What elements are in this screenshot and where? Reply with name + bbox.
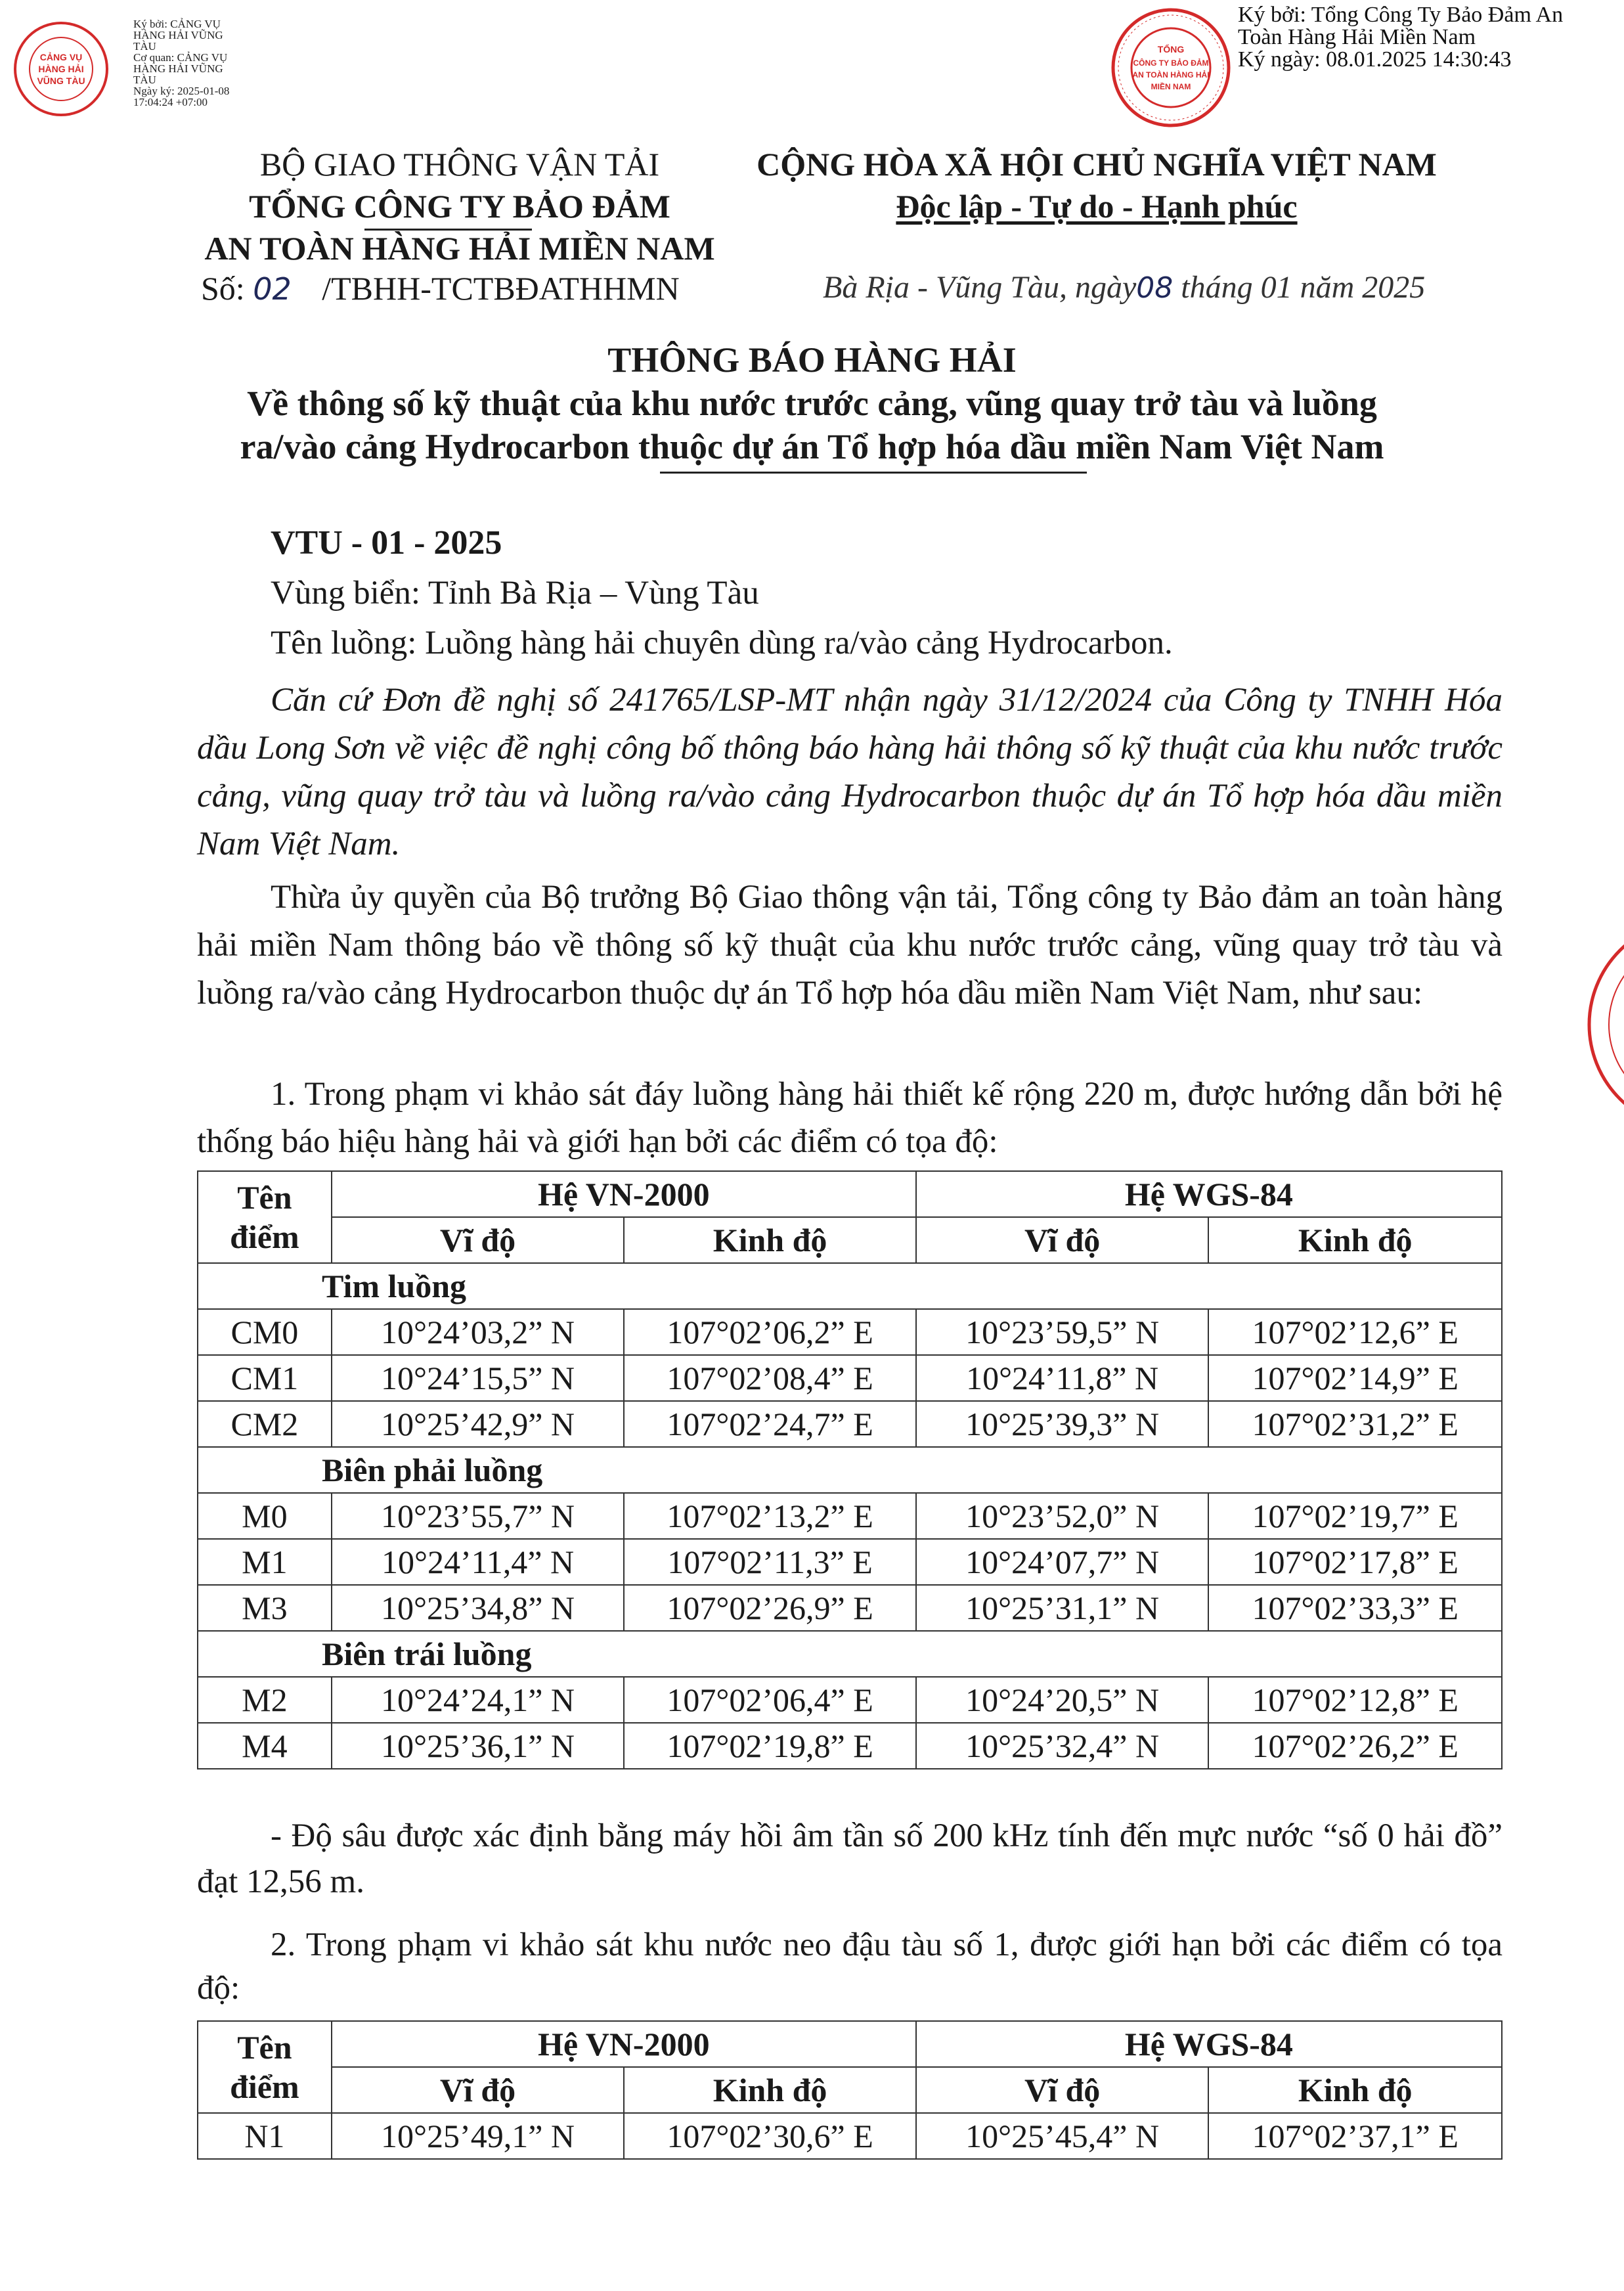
sig-left-line: TÀU — [133, 74, 156, 86]
sig-left-line: Cơ quan: CẢNG VỤ — [133, 51, 228, 64]
wgs84-lon-cell: 107°02’12,8” E — [1208, 1677, 1502, 1723]
vn2000-lon-cell: 107°02’30,6” E — [624, 2113, 916, 2159]
wgs84-lat-cell: 10°24’07,7” N — [916, 1539, 1209, 1585]
wgs84-lat-cell: 10°25’31,1” N — [916, 1585, 1209, 1631]
sig-left-line: 17:04:24 +07:00 — [133, 96, 208, 108]
header-vn2000-lat: Vĩ độ — [332, 2067, 625, 2113]
stamp-left-seal — [12, 20, 110, 118]
vn2000-lat-cell: 10°23’55,7” N — [332, 1493, 625, 1539]
header-vn2000-lon: Kinh độ — [624, 2067, 916, 2113]
stamp-left-line3: VŨNG TÀU — [37, 76, 85, 86]
wgs84-lon-cell: 107°02’26,2” E — [1208, 1723, 1502, 1769]
vn2000-lat-cell: 10°25’34,8” N — [332, 1585, 625, 1631]
vn2000-lat-cell: 10°25’49,1” N — [332, 2113, 625, 2159]
title-main: THÔNG BÁO HÀNG HẢI — [607, 340, 1017, 380]
vn2000-lon-cell: 107°02’11,3” E — [624, 1539, 916, 1585]
point-name-cell: M3 — [198, 1585, 332, 1631]
item-2-text: 2. Trong phạm vi khảo sát khu nước neo đậu tàu số 1, được giới hạn bởi các điểm có tọa độ: — [197, 1926, 1503, 2007]
group-row — [198, 1631, 1502, 1677]
header-point-name: Tên điểm — [198, 1171, 332, 1263]
sig-left-line: Ký bởi: CẢNG VỤ — [133, 18, 221, 30]
coordinates-table-1 — [197, 1170, 1503, 1769]
sig-right-line2: Toàn Hàng Hải Miền Nam — [1238, 25, 1476, 49]
vn2000-lon-cell: 107°02’13,2” E — [624, 1493, 916, 1539]
title-sub-line2: ra/vào cảng Hydrocarbon thuộc dự án Tổ hợp hóa dầu miền Nam Việt Nam — [240, 427, 1384, 466]
header-wgs84-lon: Kinh độ — [1208, 2067, 1502, 2113]
header-vn2000: Hệ VN-2000 — [332, 2021, 916, 2067]
org-name-line1: TỔNG CÔNG TY BẢO ĐẢM — [249, 188, 670, 225]
header-vn2000-lon: Kinh độ — [624, 1217, 916, 1263]
table-row — [198, 1493, 1502, 1539]
table-row — [198, 1585, 1502, 1631]
sea-region: Vùng biển: Tỉnh Bà Rịa – Vùng Tàu — [271, 575, 759, 612]
org-name-line2: AN TOÀN HÀNG HẢI MIỀN NAM — [204, 230, 715, 267]
point-name-cell: M2 — [198, 1677, 332, 1723]
wgs84-lat-cell: 10°23’59,5” N — [916, 1309, 1209, 1355]
group-title: Biên trái luồng — [198, 1631, 1502, 1677]
sig-right-line3: Ký ngày: 08.01.2025 14:30:43 — [1238, 47, 1512, 72]
header-point-name: Tên điểm — [198, 2021, 332, 2113]
wgs84-lat-cell: 10°24’11,8” N — [916, 1355, 1209, 1401]
table-row — [198, 1723, 1502, 1769]
wgs84-lon-cell: 107°02’17,8” E — [1208, 1539, 1502, 1585]
vn2000-lon-cell: 107°02’08,4” E — [624, 1355, 916, 1401]
title-sub-line1: Về thông số kỹ thuật của khu nước trước cảng, vũng quay trở tàu và luồng — [247, 384, 1377, 423]
vn2000-lat-cell: 10°25’36,1” N — [332, 1723, 625, 1769]
document-number — [201, 269, 680, 307]
sig-left-line: HÀNG HẢI VŨNG — [133, 62, 223, 75]
number-handwritten: 02 — [253, 271, 292, 307]
vn2000-lon-cell: 107°02’26,9” E — [624, 1585, 916, 1631]
vn2000-lat-cell: 10°24’24,1” N — [332, 1677, 625, 1723]
legal-basis: Căn cứ Đơn đề nghị số 241765/LSP-MT nhận ngày 31/12/2024 của Công ty TNHH Hóa dầu Long Sơn về việc đề nghị công bố thông báo hàng hải thông số kỹ thuật của khu nước trước cảng, vũng quay trở tàu và luồng ra/vào cảng Hydrocarbon thuộc dự án Tổ hợp hóa dầu miền Nam Việt Nam. — [197, 682, 1503, 862]
date-suffix: tháng 01 năm 2025 — [1173, 270, 1426, 305]
stamp-left-line1: CẢNG VỤ — [39, 52, 83, 62]
vn2000-lon-cell: 107°02’06,4” E — [624, 1677, 916, 1723]
vn2000-lon-cell: 107°02’24,7” E — [624, 1401, 916, 1447]
header-wgs84-lat: Vĩ độ — [916, 1217, 1209, 1263]
header-wgs84: Hệ WGS-84 — [916, 1171, 1502, 1217]
signature-right-block — [1238, 4, 1606, 71]
point-name-cell: M0 — [198, 1493, 332, 1539]
title-underline — [660, 472, 1087, 474]
point-name-cell: M4 — [198, 1723, 332, 1769]
date-day-handwritten: 08 — [1136, 271, 1174, 305]
group-row — [198, 1263, 1502, 1309]
point-name-cell: CM2 — [198, 1401, 332, 1447]
table-row — [198, 1355, 1502, 1401]
table-row — [198, 1401, 1502, 1447]
header-wgs84: Hệ WGS-84 — [916, 2021, 1502, 2067]
header-vn2000: Hệ VN-2000 — [332, 1171, 916, 1217]
ministry-name: BỘ GIAO THÔNG VẬN TẢI — [259, 146, 660, 183]
wgs84-lon-cell: 107°02’33,3” E — [1208, 1585, 1502, 1631]
wgs84-lon-cell: 107°02’12,6” E — [1208, 1309, 1502, 1355]
stamp-right-line1: TỔNG — [1157, 44, 1185, 55]
wgs84-lat-cell: 10°25’45,4” N — [916, 2113, 1209, 2159]
header-right — [735, 143, 1458, 227]
item-1-text: 1. Trong phạm vi khảo sát đáy luồng hàng hải thiết kế rộng 220 m, được hướng dẫn bởi hệ thống báo hiệu hàng hải và giới hạn bởi các điểm có tọa độ: — [197, 1076, 1503, 1160]
wgs84-lon-cell: 107°02’19,7” E — [1208, 1493, 1502, 1539]
wgs84-lat-cell: 10°25’32,4” N — [916, 1723, 1209, 1769]
notice-code: VTU - 01 - 2025 — [271, 524, 502, 562]
wgs84-lat-cell: 10°23’52,0” N — [916, 1493, 1209, 1539]
vn2000-lat-cell: 10°24’03,2” N — [332, 1309, 625, 1355]
table-row — [198, 1677, 1502, 1723]
stamp-right-line4: MIỀN NAM — [1151, 82, 1191, 91]
point-name-cell: CM1 — [198, 1355, 332, 1401]
stamp-right-seal — [1108, 5, 1233, 130]
stamp-edge-fragment — [1583, 916, 1624, 1133]
group-title: Biên phải luồng — [198, 1447, 1502, 1493]
vn2000-lat-cell: 10°24’11,4” N — [332, 1539, 625, 1585]
table-row — [198, 1539, 1502, 1585]
wgs84-lon-cell: 107°02’31,2” E — [1208, 1401, 1502, 1447]
vn2000-lat-cell: 10°25’42,9” N — [332, 1401, 625, 1447]
group-title: Tim luồng — [198, 1263, 1502, 1309]
wgs84-lat-cell: 10°25’39,3” N — [916, 1401, 1209, 1447]
depth-note: - Độ sâu được xác định bằng máy hồi âm tần số 200 kHz tính đến mực nước “số 0 hải đồ” đạt 12,56 m. — [197, 1817, 1503, 1900]
motto: Độc lập - Tự do - Hạnh phúc — [896, 188, 1298, 225]
number-label: Số: — [201, 270, 245, 307]
wgs84-lon-cell: 107°02’37,1” E — [1208, 2113, 1502, 2159]
sig-right-line1: Ký bởi: Tổng Công Ty Bảo Đảm An — [1238, 3, 1564, 27]
table-row — [198, 2113, 1502, 2159]
document-date — [823, 269, 1425, 305]
signature-left-block — [133, 18, 271, 108]
stamp-right-line2: CÔNG TY BẢO ĐẢM — [1133, 58, 1209, 68]
header-wgs84-lon: Kinh độ — [1208, 1217, 1502, 1263]
sig-left-line: HÀNG HẢI VŨNG — [133, 29, 223, 41]
wgs84-lat-cell: 10°24’20,5” N — [916, 1677, 1209, 1723]
coordinates-table-2 — [197, 2020, 1503, 2160]
group-row — [198, 1447, 1502, 1493]
vn2000-lon-cell: 107°02’06,2” E — [624, 1309, 916, 1355]
header-left — [197, 143, 722, 269]
stamp-right-line3: AN TOÀN HÀNG HẢI — [1132, 70, 1210, 79]
header-wgs84-lat: Vĩ độ — [916, 2067, 1209, 2113]
wgs84-lon-cell: 107°02’14,9” E — [1208, 1355, 1502, 1401]
point-name-cell: N1 — [198, 2113, 332, 2159]
number-suffix: /TBHH-TCTBĐATHHMN — [322, 270, 680, 307]
vn2000-lat-cell: 10°24’15,5” N — [332, 1355, 625, 1401]
header-vn2000-lat: Vĩ độ — [332, 1217, 625, 1263]
point-name-cell: CM0 — [198, 1309, 332, 1355]
sig-left-line: Ngày ký: 2025-01-08 — [133, 85, 230, 97]
point-name-cell: M1 — [198, 1539, 332, 1585]
vn2000-lon-cell: 107°02’19,8” E — [624, 1723, 916, 1769]
org-underline — [125, 225, 519, 229]
authority-statement: Thừa ủy quyền của Bộ trưởng Bộ Giao thông vận tải, Tổng công ty Bảo đảm an toàn hàng hải miền Nam thông báo về thông số kỹ thuật của khu nước trước cảng, vũng quay trở tàu và luồng ra/vào cảng Hydrocarbon thuộc dự án Tổ hợp hóa dầu miền Nam Việt Nam, như sau: — [197, 879, 1503, 1012]
country-name: CỘNG HÒA XÃ HỘI CHỦ NGHĨA VIỆT NAM — [757, 146, 1437, 183]
table-row — [198, 1309, 1502, 1355]
title-block — [125, 338, 1499, 468]
channel-name: Tên luồng: Luồng hàng hải chuyên dùng ra/vào cảng Hydrocarbon. — [271, 625, 1173, 661]
stamp-left-line2: HÀNG HẢI — [38, 64, 84, 74]
sig-left-line: TÀU — [133, 40, 156, 53]
date-prefix: Bà Rịa - Vũng Tàu, ngày — [823, 270, 1137, 305]
